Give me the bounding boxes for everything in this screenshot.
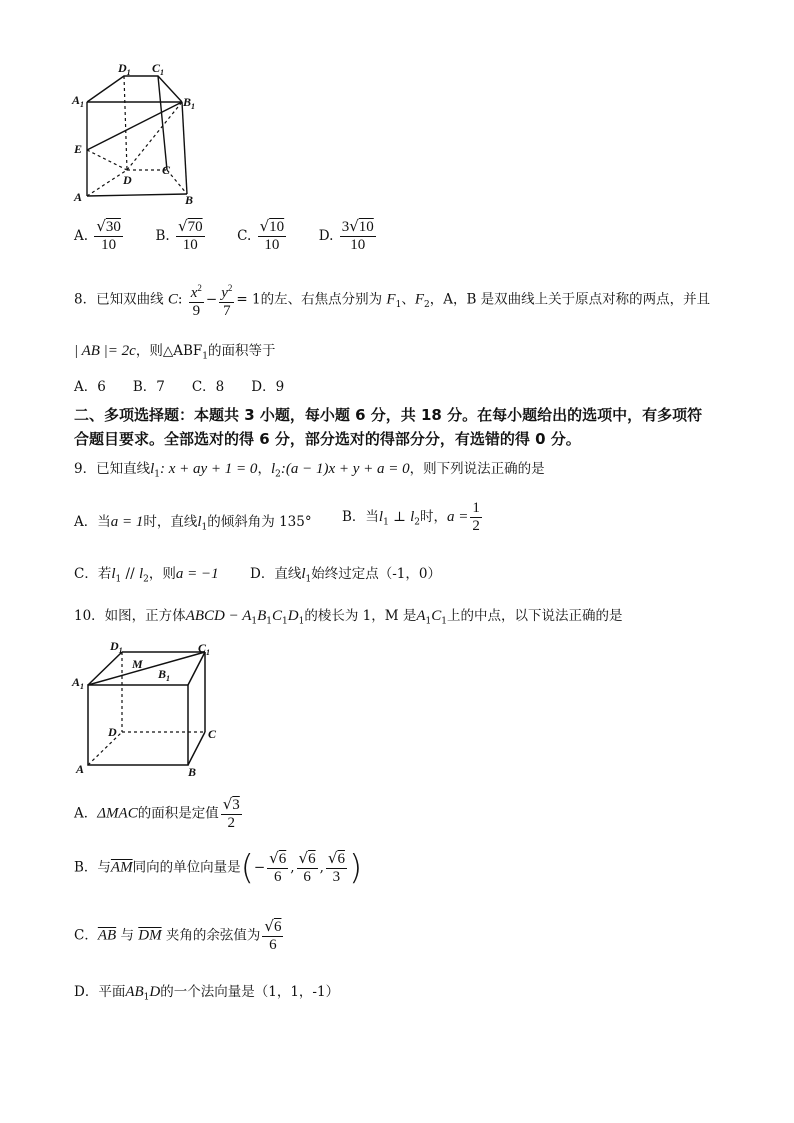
q8-stem-line2: | AB |= 2c，则$\triangle ABF_1$的面积等于 bbox=[74, 343, 276, 362]
cube-label-D: D bbox=[108, 725, 117, 739]
q10-cube-figure bbox=[70, 640, 220, 780]
prism-hidden-D1-D bbox=[124, 76, 127, 170]
label-A: A bbox=[74, 190, 83, 204]
prism-top-face bbox=[87, 76, 182, 102]
cube-label-D1: D bbox=[110, 640, 119, 653]
q10-option-c[interactable]: C．$\overline{AB}$ 与 $\overline{DM}$ 夹角的余弦值为 $\frac{√6}{6}$ bbox=[74, 917, 282, 953]
q7-prism-figure bbox=[70, 58, 210, 208]
q9-stem: 9．已知直线$l_1$: x + ay + 1 = 0，$l_2:(a - 1)x + y + a = 0$，则下列说法正确的是 bbox=[74, 461, 545, 480]
q10-option-a[interactable]: A．ΔMAC的面积是定值 $\frac{√3}{2}$ bbox=[74, 795, 240, 831]
svg-text:C1: $C_1$ bbox=[152, 61, 165, 77]
label-D1: D bbox=[118, 61, 127, 75]
svg-text:A1: $A_1$ bbox=[72, 93, 85, 109]
q10-option-b[interactable]: B．与$\overline{AM}$同向的单位向量是(− $\frac{√6}{6}$ , $\frac{√6}{6}$ , $\frac{√6}{3}$ ) bbox=[74, 848, 363, 888]
svg-text:C1: $C_1$ bbox=[198, 641, 211, 657]
svg-text:D1: $D_1$ bbox=[110, 640, 123, 655]
cube-edge-C-B bbox=[188, 732, 205, 765]
svg-text:B1: $B_1$ bbox=[183, 95, 196, 111]
prism-hidden-D-B1 bbox=[127, 102, 182, 170]
label-A1: A bbox=[72, 93, 81, 107]
svg-text:B1: $B_1$ bbox=[158, 667, 171, 683]
q10-option-d[interactable]: D．平面$AB_1D$的一个法向量是（1，1，-1） bbox=[74, 984, 340, 1003]
label-E: E bbox=[74, 142, 83, 156]
q7-option-a[interactable]: A. $\frac{√30}{10}$ bbox=[74, 217, 121, 253]
cube-label-B1: B bbox=[158, 667, 167, 681]
cube-edge-C1-B1 bbox=[188, 652, 205, 685]
cube-label-M: M bbox=[132, 657, 143, 671]
cube-label-A: A bbox=[76, 762, 85, 776]
prism-hidden-A-D bbox=[87, 170, 127, 196]
q7-option-b[interactable]: B. $\frac{√70}{10}$ bbox=[155, 217, 203, 253]
svg-text:D1: $D_1$ bbox=[118, 61, 131, 77]
q7-option-d[interactable]: D. $\frac{3√10}{10}$ bbox=[318, 217, 374, 253]
cube-label-C1: C bbox=[198, 641, 207, 655]
label-C: C bbox=[162, 163, 171, 177]
q8-options[interactable]: A．6 B．7 C．8 D．9 bbox=[74, 379, 285, 395]
prism-segment-E-B1 bbox=[87, 102, 182, 150]
q7-option-c[interactable]: C. $\frac{√10}{10}$ bbox=[237, 217, 285, 253]
svg-text:A1: $A_1$ bbox=[72, 675, 85, 691]
prism-hidden-E-D bbox=[87, 150, 127, 170]
cube-hidden-A-D bbox=[88, 732, 122, 765]
label-B: B bbox=[185, 193, 194, 207]
label-D: D bbox=[123, 173, 132, 187]
label-B1: B bbox=[183, 95, 192, 109]
q9-option-d[interactable]: D．直线$l_1$始终过定点（-1，0） bbox=[250, 566, 441, 585]
section2-heading-line1: 二、多项选择题：本题共 3 小题，每小题 6 分，共 18 分。在每小题给出的选项中，有多项符 bbox=[74, 406, 703, 424]
section2-heading-line2: 合题目要求。全部选对的得 6 分，部分选对的得部分分，有选错的得 0 分。 bbox=[74, 430, 581, 448]
q10-stem: 10．如图，正方体ABCD − $A_1B_1C_1D_1$的棱长为 1，M 是$A_1C_1$上的中点，以下说法正确的是 bbox=[74, 608, 623, 627]
q9-option-a[interactable]: A．当a = 1时，直线$l_1$的倾斜角为 135° bbox=[74, 514, 312, 533]
q9-option-c[interactable]: C．若$l_1 // l_2$，则a = −1 bbox=[74, 566, 219, 585]
prism-edge-A-B bbox=[87, 194, 187, 196]
cube-label-B: B bbox=[188, 765, 197, 779]
cube-label-A1: A bbox=[72, 675, 81, 689]
label-C1: C bbox=[152, 61, 161, 75]
q9-option-b[interactable]: B．当$l_1$ ⊥ $l_2$时，a = $\frac{1}{2}$ bbox=[342, 500, 480, 534]
cube-label-C: C bbox=[208, 727, 217, 741]
q7-options bbox=[74, 218, 378, 254]
q8-stem: 8．已知双曲线 C: $\frac{x^2}{9}$ − $\frac{y^2}{7}$ = 1的左、右焦点分别为 $F_1$、$F_2$，A，B 是双曲线上关于原点对称的两点，并且 bbox=[74, 280, 710, 320]
prism-edge-B1-B bbox=[182, 102, 187, 194]
cube-front-face bbox=[88, 685, 188, 765]
